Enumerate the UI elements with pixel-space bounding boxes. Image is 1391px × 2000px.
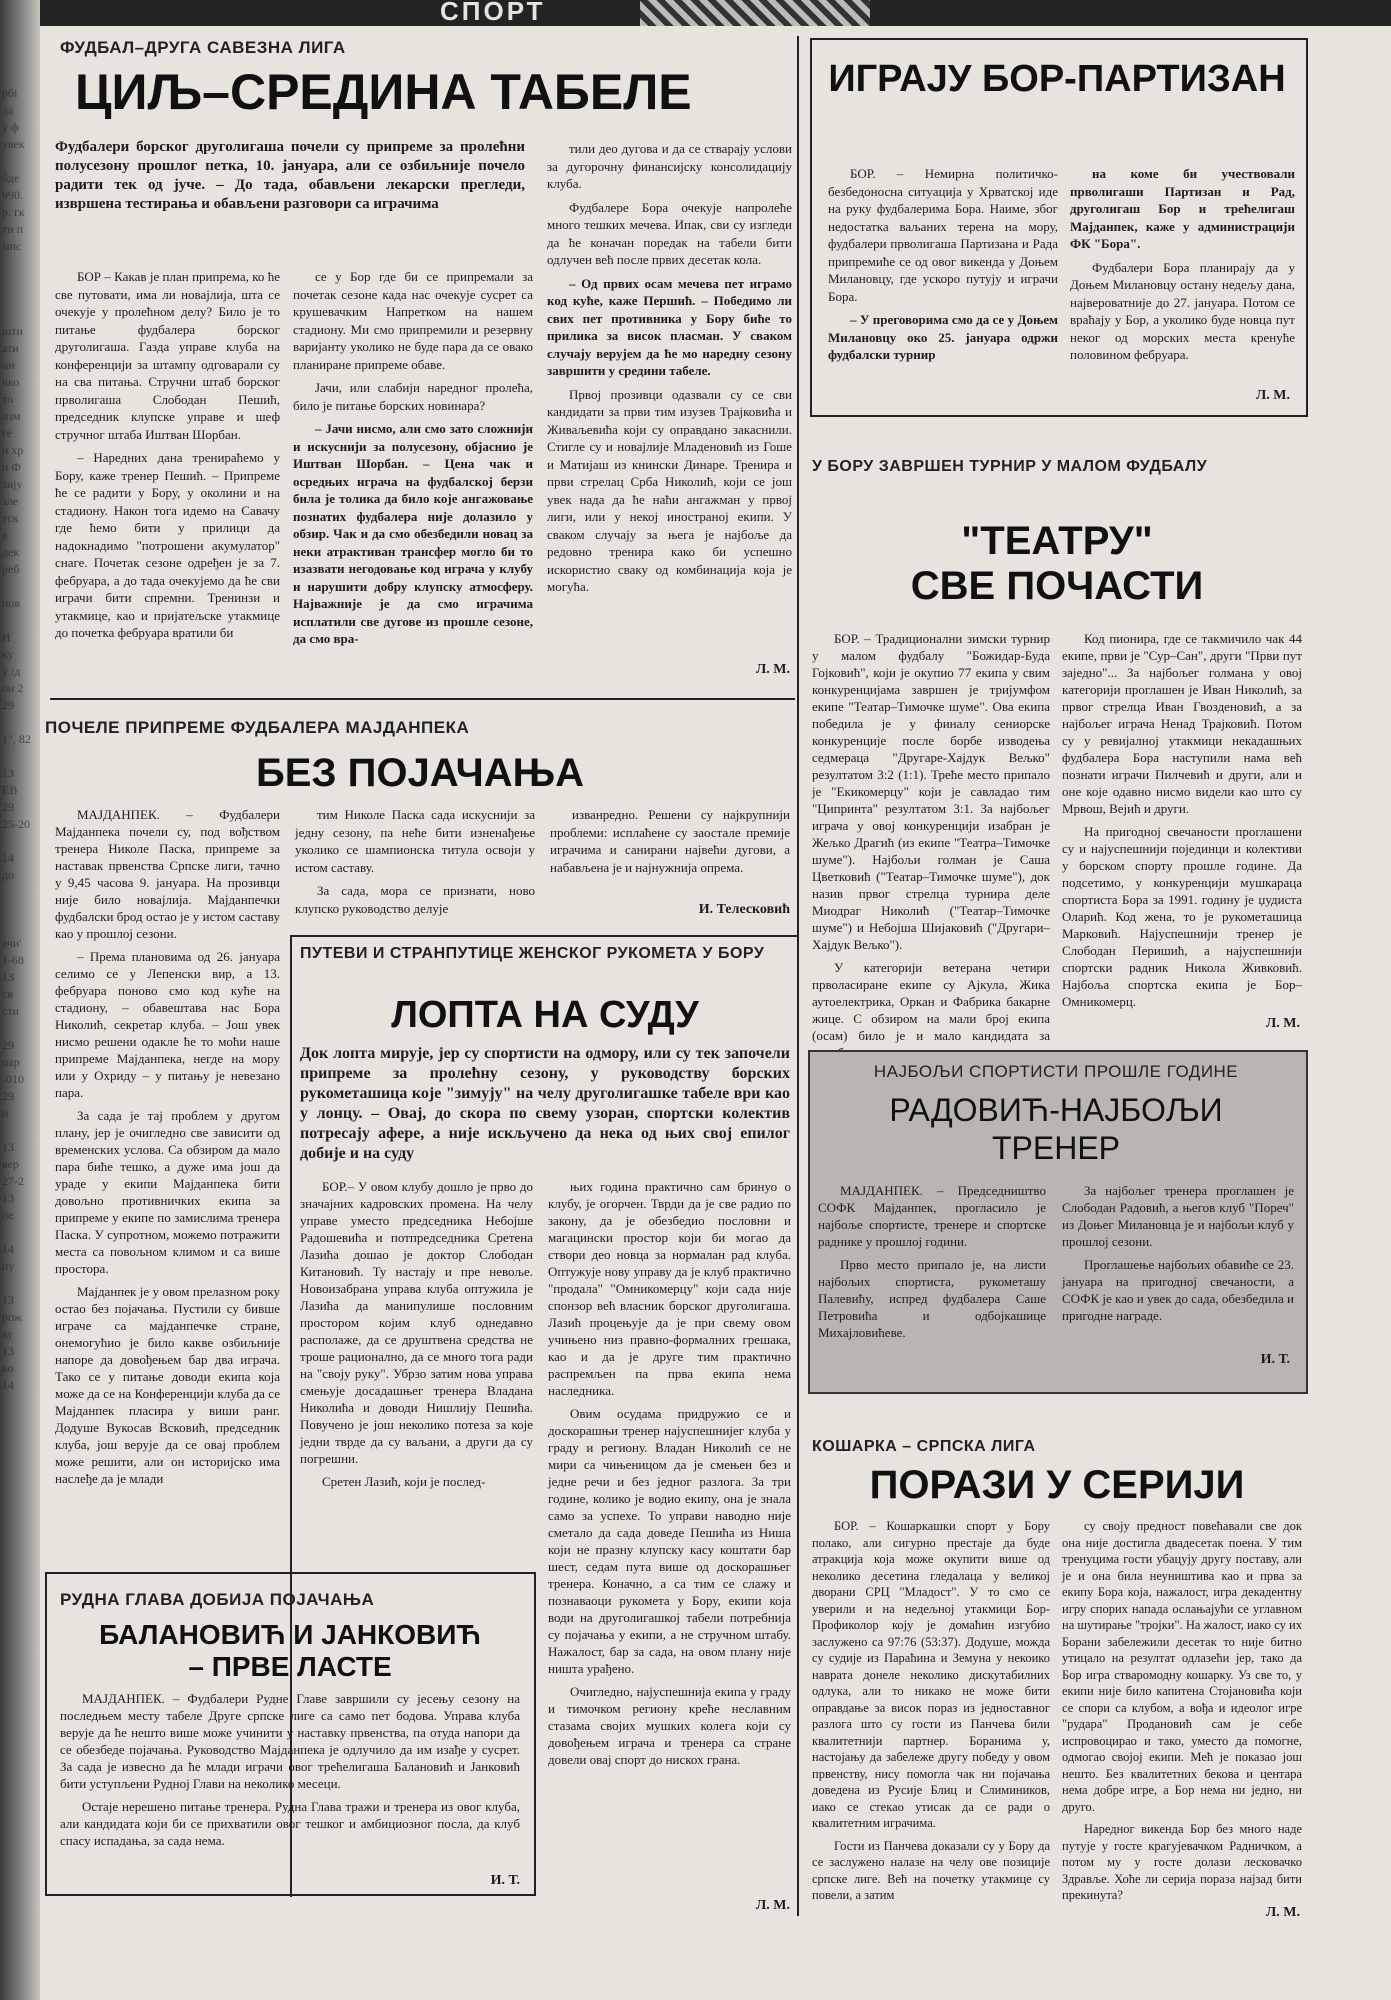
- paragraph: њих година практично сам бринуо о клубу, је огорчен. Тврди да је све радио по закону, да је обезбедио пословни и магацински простор који би могао да створи део новца за нормалан рад клуба. Оптужује нову управу да је клуб практично "продала" "Омникомерцу" који сада није спонзор већ власник борског друголигаша. Лазић процењује да је при свему овом учињено низ правно-формалних грешака, као и да је друге тим практично распремљен па прва екипа нема наследника.: [548, 1179, 791, 1398]
- signature-art2: Л. М.: [1255, 388, 1290, 403]
- headline-art2: ИГРАЈУ БОР-ПАРТИЗАН: [828, 58, 1286, 100]
- art8-column-1: [812, 1518, 1050, 1910]
- headline-art3: БЕЗ ПОЈАЧАЊА: [256, 751, 584, 795]
- kicker-art8: КОШАРКА – СРПСКА ЛИГА: [812, 1438, 1036, 1455]
- paragraph: изванредно. Решени су најкрупнији проблеми: исплаћене су заостале премије играчима и санирани највећи дугови, а набављена је и најнужнија опрема.: [550, 807, 790, 875]
- signature-art8: Л. М.: [1265, 1905, 1300, 1920]
- paragraph: се у Бор где би се припремали за почетак сезоне када нас очекује сусрет са крушевачким Напретком на нашем стадиону. Ми смо припремили и резервну варијанту уколико не буде пара да се овако планиране припреме обаве.: [293, 269, 533, 372]
- kicker-art1: ФУДБАЛ–ДРУГА САВЕЗНА ЛИГА: [60, 38, 346, 57]
- signature-art6: Л. М.: [1265, 1016, 1300, 1031]
- paragraph: МАЈДАНПЕК. – Фудбалери Рудне Главе завршили су јесењу сезону на последњем месту табеле Друге српске лиге са само пет бодова. Управа клуба верује да ће нешто више може учинити у наставку првенства, па отуда напори да се обезбеде појачања. Руководство Мајданпека је одлучило да им изађе у сусрет. За сада је извесно да ће млади играчи овог трећелигаша Балановић и Јанковић бити уступљени Рудној Глави на неколико месеци.: [60, 1691, 520, 1791]
- paragraph: БОР.– У овом клубу дошло је прво до значајних кадровских промена. На челу управе уместо председника Небојше Радошевића и потпредседника Сретена Лазића дошао је доктор Слободан Китановић. Ту настају и пре невоље. Новоизабрана управа клуба оптужила је Лазића да манипулише пословним простором којим клуб однедавно располаже, да се друштвена средства не троше рационално, да се много тога ради на "своју руку". Убрзо затим нова управа смењује досадашњег тренера Владана Николића и доводи Нишлију Пешића. Повучено је још неколико потеза за које једни тврде да су ваљани, а други да су погрешни.: [300, 1179, 533, 1466]
- paragraph: МАЈДАНПЕК. – Фудбалери Мајданпека почели су, под вођством тренера Николе Паска, припреме за наставак првенства Српске лиги, тачно у 9,45 часова 9. јануара. На прозивци није било новајлија. Мајданпечки фудбалски брод остао је у истом саставу као у прошлој сезони.: [55, 807, 280, 941]
- paragraph: – Јачи нисмо, али смо зато сложнији и искуснији за полусезону, објаснио је Иштван Шорбан. – Цена чак и осредњих играча на фудбалској берзи била је толика да било које ангажовање познатих фудбалера није долазило у обзир. Чак и да смо обезбедили новац за неки атрактиван трансфер могло би то изазвати негодовање код играча у клубу и нарушити добру клупску атмосферу. Најважније је да смо играчима исплатили све дугове из прошле сезоне, да смо вра-: [293, 421, 533, 646]
- paragraph: Фудбалере Бора очекује напролеће много тешких мечева. Ипак, сви су изгледи да ће коначан поредак на табели бити одлучен већ после првих десетак кола.: [547, 199, 792, 267]
- signature-art7: И. Т.: [1260, 1352, 1290, 1367]
- kicker-art4: ПУТЕВИ И СТРАНПУТИЦЕ ЖЕНСКОГ РУКОМЕТА У БОРУ: [300, 945, 765, 962]
- lead-art4: Док лопта мирује, јер су спортисти на одмору, или су тек започели припреме за пролећну сезону, у руководству борских рукометашица које "зимују" на челу друголигашке табеле ври као у лонцу. – Овај, до скора по свему узоран, спортски колектив потресају афере, а није искључено да нека од њих свој епилог добије и на суду: [300, 1045, 790, 1162]
- section-title: СПОРТ: [440, 0, 546, 26]
- masthead-ornament: [640, 0, 870, 26]
- paragraph: За сада је тај проблем у другом плану, јер је очигледно све зависити од временских услова. Са обзиром да мало пара биће тешко, а дуже има још да ураде у екипи Мајданпека бити довољно противничких екипа за припреме у екипе по замислима тренера Паска. У супротном, можемо потражити места са повољном климом и са више простора.: [55, 1108, 280, 1276]
- art6-column-1: [812, 630, 1050, 1067]
- art3-column-1: [55, 806, 280, 1493]
- paragraph: Мајданпек је у овом прелазном року остао без појачања. Пустили су бивше играче са мајданпечке стране, онемогућио је било какве озбиљније напоре да довођењем бар два играча. Тако се у питање доводи екипа која може да се на Конференцији клуба да се Мајданпек пласира у виши ранг. Додуше Вукосав Всковић, председник клуба, још верује да се овај проблем може решити, али он историјско има наслеђе да је млади: [55, 1284, 280, 1486]
- art5-column: [60, 1690, 520, 1855]
- section-masthead: [40, 0, 1391, 26]
- paragraph: Проглашење најбољих обавиће се 23. јануара на пригодној свечаности, а СОФК је као и увек до сада, обезбедила и пригодне награде.: [1062, 1257, 1294, 1323]
- column-rule: [797, 36, 799, 1916]
- art1-column-1: [55, 268, 280, 648]
- paragraph: Фудбалери Бора планирају да у Доњем Милановцу остану недељу дана, највероватније до 27. јануара. Потом се враћају у Бор, а уколико буде новца пут неког од морских места кренуће половином фебруара.: [1070, 259, 1295, 362]
- paragraph: У категорији ветерана четири прволасиране екипе су Ајкула, Жика аутоелектрика, Оркан и Фабрика бакарне жице. С обзиром на мали број екипа (осам) било је и мало кандидата за: [812, 960, 1050, 1043]
- headline-art7-line1: РАДОВИЋ-НАЈБОЉИ: [889, 1092, 1223, 1128]
- art1-column-2: [293, 268, 533, 654]
- paragraph: – Наредних дана тренираћемо у Бору, каже тренер Пешић. – Припреме ће се радити у Бору, у околини и на стадиону. Након тога идемо на Савачу где ћемо бити у прилици да надокнадимо "потрошени акумулатор" снаге. Почетак сезоне одређен је за 7. фебруара, а до тада очекујемо да ће сви играчи бити спремни. Тренинзи и утакмице, као и пријатељске утакмице до почетка фебруара вратили би: [55, 450, 280, 640]
- paragraph: на коме би учествовали прволигаши Партизан и Рад, друголигаш Бор и трећелигаш Мајданпек, каже у администрацији ФК "Бора".: [1070, 166, 1295, 251]
- paragraph: БОР – Какав је план припрема, ко ће све путовати, има ли новајлија, шта се очекује у пролећном делу? Било је то питање фудбалера борског друголигаша. Газда управе клуба на конференцији за штампу одговарали су на сва питања. Стручни штаб борског прволигаша Слободан Пешић, председник клупске управе и шеф стручног штаба Иштван Шорбан.: [55, 269, 280, 442]
- signature-art4: Л. М.: [755, 1898, 790, 1913]
- paragraph: Овим осудама придружио се и доскорашњи тренер најуспешнијег клуба у граду и региону. Владан Николић се не мири са чињеницом да је смењен без и једне речи и без једног разлога. За три године, колико је водио екипу, она је знала само за успехе. То управи наводно није сметало да сада доведе Пешића из Ниша који не празну клупску касу коштати бар шест, седам пута више од доскорашњег тренера. Коначно, а са тим се слажу и познаваоци рукомета у Бору, екипи која води на друголигашкој табели потребнија су појачања у екипи, а не стручном штабу. Нажалост, бар за сада, на овом плану није ништа урађено.: [548, 1406, 791, 1676]
- paragraph: – У преговорима смо да се у Доњем Милановцу око 25. јануара одржи фудбалски турнир: [828, 312, 1058, 362]
- headline-art6-line2: СВЕ ПОЧАСТИ: [910, 564, 1204, 608]
- paragraph: БОР. – Традиционални зимски турнир у малом фудбалу "Божидар-Буда Гојковић", који је окупио 77 екипа у свим конкуренцијама завршен је тријумфом екипе "Театар–Тимочке шуме". Ова екипа победила је у финалу сениорске конкуренције после борбе изводења седмераца "Другаре-Хајдук Вељко" резултатом 3:2 (1:1). Треће место припало је "Екикомерцу" који је савладао тим "Ципринта" резултатом 3:1. За најбољег играча у овој конкуренцији изабран је Жељко Драгић (из екипе "Театра–Тимочке шуме"). Најбољи голман је Саша Цветковић ("Театар–Тимочке шуме"), док назив првог стрелца турнира деле Миодраг Николић ("Театар–Тимочке шуме") и Небојша Шијаковић ("Другари–Хајдук Вељко").: [812, 631, 1050, 952]
- paragraph: тили део дугова и да се стварају услови за дугорочну финансијску консолидацију клуба.: [547, 141, 792, 191]
- paragraph: Остаје нерешено питање тренера. Рудна Глава тражи и тренера из овог клуба, али кандидата који би се прихватили овог тешког и амбициозног посла, да клуб спасу испадања, за сада нема.: [60, 1799, 520, 1848]
- art7-column-2: [1062, 1182, 1294, 1330]
- headline-art4: ЛОПТА НА СУДУ: [391, 994, 699, 1036]
- art2-column-1: [828, 165, 1058, 370]
- art6-column-2: [1062, 630, 1302, 1016]
- rule: [50, 698, 795, 700]
- paragraph: Гости из Панчева доказали су у Бору да се заслужено налазе на челу ове позиције српске лиге. Већ на почетку утакмице су повели, а затим: [812, 1838, 1050, 1902]
- paragraph: Првој прозивци одазвали су се сви кандидати за први тим изузев Трајковића и Живаљевића који су оправдано закаснили. Стигле су и новајлије Младеновић из Гоше и Матијаш из кнински Динаре. Тренира и први стрелац Срба Николић, који се још увек нада да ће наћи ангажман у првој лиги, или у некој иностраној екипи. У сваком случају за њега је најбоље да редовно тренира како би успешно искористио сваку од комбинација која је могућа.: [547, 386, 792, 594]
- paragraph: За најбољег тренера проглашен је Слободан Радовић, а његов клуб "Пореч" из Доњег Милановца је и најбољи клуб у прошлој сезони.: [1062, 1183, 1294, 1249]
- paragraph: – Према плановима од 26. јануара селимо се у Лепенски вир, а 13. фебруара поново смо код куће на стадиону, – обавештава нас Бора Николић, секретар клуба. – Још увек нисмо решени одакле ће то моћи наше припреме Мајданпека, негде на мору или у Охриду – у питању је невезано пара.: [55, 949, 280, 1100]
- paragraph: су своју предност повећавали све док она није достигла двадесетак поена. У тим тренуцима гости убацују другу поставу, али је и она била неуништива као и прва за екипу Бора која, нажалост, игра декадентну игру спорих напада ослањајући се углавном на шутирање "тројки". На жалост, иако су их Борани забележили десетак то није битно утицало на резултат одлазећи јер, тако да Бор игра стваромодну кошарку. Уз све то, у екипи није било капитена Стојановића који се спори са клубом, а вођа и идеолог игре "рудара" Продановић сам је себе испровоцирао и тако, уместо да помогне, одмогао својој екипи. Мећ је показао још нешто. Без квалитетних бекова и центара нема добре игре, а Бор нема ни једно, ни друго.: [1062, 1519, 1302, 1814]
- paragraph: Код пионира, где се такмичило чак 44 екипе, први је "Сур–Сан", други "Први пут заједно"... За најбољег голмана у овој категорији проглашен је Иван Николић, за првог стрелца Иван Гвозденовић, а за најбољег играча Ненад Трајковић. Потом су у ревијалној утакмици некадашњих фудбалера Бора наступили нама већ познати играчи Пилчевић и други, али и оне које одавно нисмо видели као што су Мрвош, Вејић и други.: [1062, 631, 1302, 816]
- paragraph: МАЈДАНПЕК. – Председништво СОФК Мајданпек, прогласило је најбоље спортисте, тренере и спортске раднике у прошлој години.: [818, 1183, 1046, 1249]
- paragraph: БОР. – Кошаркашки спорт у Бору полако, али сигурно престаје да буде атракција која може окупити више од неколико десетина гледалаца у великој дворани СРЦ "Младост". У то смо се уверили и на недељној утакмици Бор-Профиколор коју је домаћин изгубио заслужено са 97:76 (53:37). Додуше, можда су судије из Параћина и Земуна у некоико наврата донеле неколико дискутабилних одлука, али то никако не може бити оправдање за висок пораз из једноставног разлога што су гости из Панчева били квалитетнији партнер. Боранима у, настојању да забележе другу победу у овом првенству, нису помогла чак ни појачања доведена из Русије Блиц и Слимиников, иако се стекао утисак да се ради о квалитетним играчима.: [812, 1519, 1050, 1830]
- headline-art5-line2: – ПРВЕ ЛАСТЕ: [188, 1651, 392, 1682]
- paragraph: Јачи, или слабији наредног пролећа, било је питање борских новинара?: [293, 380, 533, 413]
- signature-art5: И. Т.: [490, 1873, 520, 1888]
- paragraph: Очигледно, најуспешнија екипа у граду и тимочком региону креће неславним стазама својих мушких колега који су довођењем играча и тренера са стране довели овај спорт до нискох грана.: [548, 1684, 791, 1767]
- paragraph: тим Николе Паска сада искуснији за једну сезону, па неће бити изненађење уколико се шампионска титула освоји у истом саставу.: [295, 807, 535, 875]
- paragraph: Прво место припало је, на листи најбољих спортиста, рукометашу Палевићу, испред фудбалера Саше Петровића и одбојкашице Михајловићеве.: [818, 1257, 1046, 1340]
- art8-column-2: [1062, 1518, 1302, 1910]
- signature-art3: И. Телесковић: [698, 902, 790, 917]
- art3-column-3: [550, 806, 790, 882]
- art7-column-1: [818, 1182, 1046, 1347]
- headline-art7-line2: ТРЕНЕР: [991, 1130, 1121, 1166]
- paragraph: На пригодној свечаности проглашени су и најуспешнији појединци и колективи у борском спорту прошле године. Да подсетимо, у конкуренцији мушкараца спортиста Бора за 1991. годину је џудиста Оларић. Код жена, то је рукометашица Марковић. Најуспешнији тренер је Слободан Перишић, а најуспешнији спортски радник Никола Живковић. Најбоља спортска екипа је Бор–Омникомерц.: [1062, 824, 1302, 1009]
- paragraph: – Од првих осам мечева пет играмо код куће, каже Першић. – Победимо ли свих пет противника у Бору биће то прилика за висок пласман. У сваком случају верујем да ће мо наредну сезону завршити у средини табеле.: [547, 275, 792, 378]
- art3-column-2: [295, 806, 535, 923]
- art4-column-1: [300, 1178, 533, 1496]
- headline-art8: ПОРАЗИ У СЕРИЈИ: [869, 1463, 1245, 1507]
- art2-column-2: [1070, 165, 1295, 370]
- kicker-art6: У БОРУ ЗАВРШЕН ТУРНИР У МАЛОМ ФУДБАЛУ: [812, 458, 1208, 475]
- paragraph: За сада, мора се признати, ново клупско руководство делује: [295, 883, 535, 916]
- paragraph: Сретен Лазић, који је послед-: [322, 1474, 486, 1489]
- headline-art1: ЦИЉ–СРЕДИНА ТАБЕЛЕ: [75, 64, 692, 120]
- art1-column-3: [547, 140, 792, 602]
- adjacent-page-fragment: рбі да у ф увек бде 990. р. гк ти п мпс шти ати ни чко то изм ге и хр н Ф зију зле тск а дек реб нов И ку у /д он 2 29 1", 82 13 ЕВ 29 25-20 14 до ачи' 1-68 13 св сти 29 пар -010 29 и 13 вер 27-2 13 пе 14 пу 13 рож ву 13 во 14: [2, 86, 31, 1392]
- kicker-art7: НАЈБОЉИ СПОРТИСТИ ПРОШЛЕ ГОДИНЕ: [873, 1062, 1239, 1081]
- kicker-art3: ПОЧЕЛЕ ПРИПРЕМЕ ФУДБАЛЕРА МАЈДАНПЕКА: [45, 718, 470, 737]
- art4-column-2: [548, 1178, 791, 1774]
- paragraph: БОР. – Немирна политичко-безбедоносна ситуација у Хрватској иде на руку фудбалерима Бора. Наиме, због недостатка ваљаних терена на мору, фудбалери прволигаша Партизана и Рада припремиће се од овог викенда у Доњем Милановцу, где ускоро путују и играчи Бора.: [828, 166, 1058, 304]
- kicker-art5: РУДНА ГЛАВА ДОБИЈА ПОЈАЧАЊА: [60, 1590, 375, 1609]
- signature-art1: Л. М.: [755, 662, 790, 677]
- headline-art5-line1: БАЛАНОВИЋ И ЈАНКОВИЋ: [99, 1619, 481, 1650]
- headline-art6-line1: "ТЕАТРУ": [961, 519, 1153, 563]
- paragraph: Наредног викенда Бор без много наде путује у госте крагујевачком Радничком, а потом му у госте долази лесковачко Здравље. Хоће ли серија пораза најзад бити прекинута?: [1062, 1822, 1302, 1902]
- lead-art1: Фудбалери борског друголигаша почели су припреме за пролећни полусезону прошлог петка, 10. јануара, али се озбиљније почело радити тек од јуче. – До тада, обављени лекарски прегледи, извршена тестирања и обављени разговори са играчима: [55, 139, 525, 212]
